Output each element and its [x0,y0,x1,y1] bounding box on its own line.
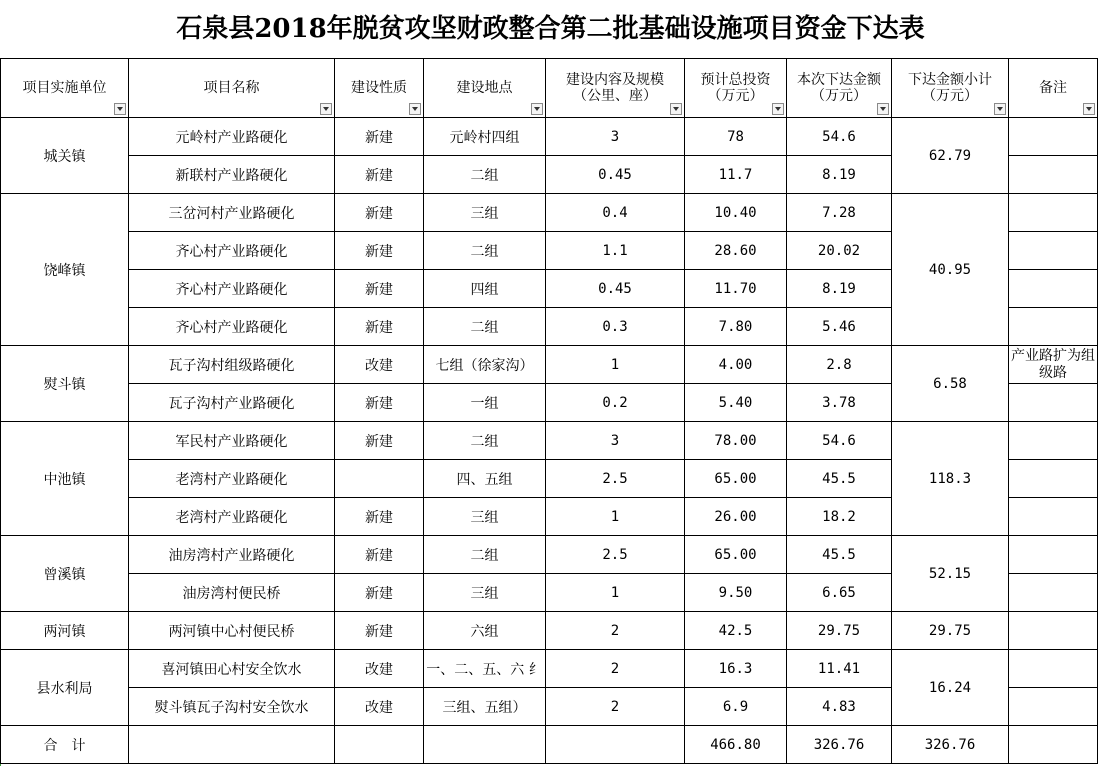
table-row [1,194,1098,232]
total-investment-cell: 9.50 [685,574,787,612]
location-cell: 三组、五组） [424,688,546,726]
note-cell [1009,536,1098,574]
filter-dropdown-icon[interactable] [994,103,1006,115]
project-name-cell: 瓦子沟村产业路硬化 [129,384,335,422]
allocated-amount-cell: 45.5 [787,536,892,574]
note-cell [1009,422,1098,460]
empty-cell [546,726,685,764]
table-row [1,612,1098,650]
table-row [1,422,1098,460]
column-header: 本次下达金额 （万元） [787,59,892,118]
total-investment-cell: 65.00 [685,536,787,574]
table-row [1,118,1098,156]
total-label-cell: 合 计 [1,726,129,764]
note-cell [1009,118,1098,156]
empty-cell [129,726,335,764]
total-investment-cell: 11.7 [685,156,787,194]
location-cell: 元岭村四组 [424,118,546,156]
note-cell [1009,688,1098,726]
allocated-amount-cell: 8.19 [787,156,892,194]
note-cell [1009,270,1098,308]
project-name-cell: 瓦子沟村组级路硬化 [129,346,335,384]
location-cell: 一、二、五、六 纟 [424,650,546,688]
column-header: 预计总投资 （万元） [685,59,787,118]
project-name-cell: 元岭村产业路硬化 [129,118,335,156]
allocated-amount-cell: 54.6 [787,118,892,156]
project-name-cell: 老湾村产业路硬化 [129,460,335,498]
location-cell: 三组 [424,574,546,612]
table-row [1,536,1098,574]
filter-dropdown-icon[interactable] [114,103,126,115]
scale-cell: 3 [546,422,685,460]
scale-cell: 1.1 [546,232,685,270]
note-cell [1009,232,1098,270]
total-row [1,726,1098,764]
construction-type-cell: 新建 [335,536,424,574]
total-investment-cell: 78.00 [685,422,787,460]
total-investment-cell: 10.40 [685,194,787,232]
column-header: 建设地点 [424,59,546,118]
filter-dropdown-icon[interactable] [531,103,543,115]
filter-dropdown-icon[interactable] [670,103,682,115]
total-investment-cell: 6.9 [685,688,787,726]
project-name-cell: 熨斗镇瓦子沟村安全饮水 [129,688,335,726]
scale-cell: 2 [546,688,685,726]
subtotal-cell: 29.75 [892,612,1009,650]
location-cell: 二组 [424,536,546,574]
location-cell: 四组 [424,270,546,308]
unit-cell: 曾溪镇 [1,536,129,612]
filter-dropdown-icon[interactable] [409,103,421,115]
scale-cell: 2.5 [546,460,685,498]
subtotal-cell: 40.95 [892,194,1009,346]
total-investment-cell: 78 [685,118,787,156]
location-cell: 二组 [424,232,546,270]
total-subtotal-sum-cell: 326.76 [892,726,1009,764]
project-name-cell: 三岔河村产业路硬化 [129,194,335,232]
project-name-cell: 军民村产业路硬化 [129,422,335,460]
empty-cell [424,726,546,764]
total-investment-cell: 4.00 [685,346,787,384]
allocated-amount-cell: 29.75 [787,612,892,650]
allocated-amount-cell: 18.2 [787,498,892,536]
allocated-amount-cell: 3.78 [787,384,892,422]
header-row [1,59,1098,118]
note-cell [1009,498,1098,536]
scale-cell: 0.2 [546,384,685,422]
construction-type-cell: 改建 [335,688,424,726]
allocated-amount-cell: 8.19 [787,270,892,308]
construction-type-cell: 新建 [335,232,424,270]
subtotal-cell: 62.79 [892,118,1009,194]
scale-cell: 0.45 [546,156,685,194]
construction-type-cell: 新建 [335,498,424,536]
scale-cell: 1 [546,498,685,536]
location-cell: 二组 [424,422,546,460]
scale-cell: 1 [546,574,685,612]
empty-cell [1009,726,1098,764]
total-investment-cell: 42.5 [685,612,787,650]
location-cell: 一组 [424,384,546,422]
subtotal-cell: 52.15 [892,536,1009,612]
total-investment-sum-cell: 466.80 [685,726,787,764]
column-header: 项目实施单位 [1,59,129,118]
project-name-cell: 两河镇中心村便民桥 [129,612,335,650]
construction-type-cell: 新建 [335,270,424,308]
note-cell [1009,650,1098,688]
allocated-amount-cell: 4.83 [787,688,892,726]
project-name-cell: 老湾村产业路硬化 [129,498,335,536]
project-name-cell: 齐心村产业路硬化 [129,232,335,270]
construction-type-cell: 新建 [335,612,424,650]
construction-type-cell: 改建 [335,650,424,688]
total-investment-cell: 16.3 [685,650,787,688]
construction-type-cell: 新建 [335,118,424,156]
total-investment-cell: 11.70 [685,270,787,308]
construction-type-cell: 新建 [335,194,424,232]
total-investment-cell: 26.00 [685,498,787,536]
project-name-cell: 新联村产业路硬化 [129,156,335,194]
note-cell [1009,194,1098,232]
column-header: 建设性质 [335,59,424,118]
project-name-cell: 齐心村产业路硬化 [129,270,335,308]
unit-cell: 城关镇 [1,118,129,194]
unit-cell: 熨斗镇 [1,346,129,422]
unit-cell: 县水利局 [1,650,129,726]
subtotal-cell: 16.24 [892,650,1009,726]
allocated-amount-cell: 2.8 [787,346,892,384]
note-cell [1009,308,1098,346]
page-title: 石泉县2018年脱贫攻坚财政整合第二批基础设施项目资金下达表 [176,14,925,44]
note-cell [1009,156,1098,194]
note-cell [1009,460,1098,498]
scale-cell: 2 [546,650,685,688]
total-amount-sum-cell: 326.76 [787,726,892,764]
location-cell: 三组 [424,194,546,232]
scale-cell: 2 [546,612,685,650]
note-cell [1009,574,1098,612]
construction-type-cell [335,460,424,498]
total-investment-cell: 5.40 [685,384,787,422]
scale-cell: 0.45 [546,270,685,308]
table-row [1,650,1098,688]
total-investment-cell: 65.00 [685,460,787,498]
filter-dropdown-icon[interactable] [877,103,889,115]
location-cell: 三组 [424,498,546,536]
allocated-amount-cell: 5.46 [787,308,892,346]
allocated-amount-cell: 20.02 [787,232,892,270]
allocated-amount-cell: 54.6 [787,422,892,460]
filter-dropdown-icon[interactable] [772,103,784,115]
construction-type-cell: 新建 [335,384,424,422]
note-cell [1009,384,1098,422]
location-cell: 七组（徐家沟） [424,346,546,384]
subtotal-cell: 118.3 [892,422,1009,536]
note-cell [1009,612,1098,650]
scale-cell: 2.5 [546,536,685,574]
scale-cell: 1 [546,346,685,384]
total-investment-cell: 28.60 [685,232,787,270]
total-investment-cell: 7.80 [685,308,787,346]
column-header: 下达金额小计 （万元） [892,59,1009,118]
column-header: 项目名称 [129,59,335,118]
allocated-amount-cell: 45.5 [787,460,892,498]
construction-type-cell: 新建 [335,422,424,460]
column-header: 备注 [1009,59,1098,118]
column-header: 建设内容及规模 （公里、座） [546,59,685,118]
construction-type-cell: 新建 [335,574,424,612]
funding-table [0,58,1098,764]
construction-type-cell: 改建 [335,346,424,384]
scale-cell: 3 [546,118,685,156]
project-name-cell: 齐心村产业路硬化 [129,308,335,346]
construction-type-cell: 新建 [335,308,424,346]
empty-cell [335,726,424,764]
location-cell: 四、五组 [424,460,546,498]
allocated-amount-cell: 7.28 [787,194,892,232]
location-cell: 二组 [424,156,546,194]
filter-dropdown-icon[interactable] [320,103,332,115]
filter-dropdown-icon[interactable] [1083,103,1095,115]
allocated-amount-cell: 6.65 [787,574,892,612]
project-name-cell: 油房湾村便民桥 [129,574,335,612]
location-cell: 二组 [424,308,546,346]
scale-cell: 0.4 [546,194,685,232]
allocated-amount-cell: 11.41 [787,650,892,688]
scale-cell: 0.3 [546,308,685,346]
subtotal-cell: 6.58 [892,346,1009,422]
table-row [1,346,1098,384]
project-name-cell: 油房湾村产业路硬化 [129,536,335,574]
note-cell: 产业路扩为组级路 [1009,346,1098,384]
construction-type-cell: 新建 [335,156,424,194]
project-name-cell: 喜河镇田心村安全饮水 [129,650,335,688]
unit-cell: 两河镇 [1,612,129,650]
unit-cell: 中池镇 [1,422,129,536]
unit-cell: 饶峰镇 [1,194,129,346]
location-cell: 六组 [424,612,546,650]
